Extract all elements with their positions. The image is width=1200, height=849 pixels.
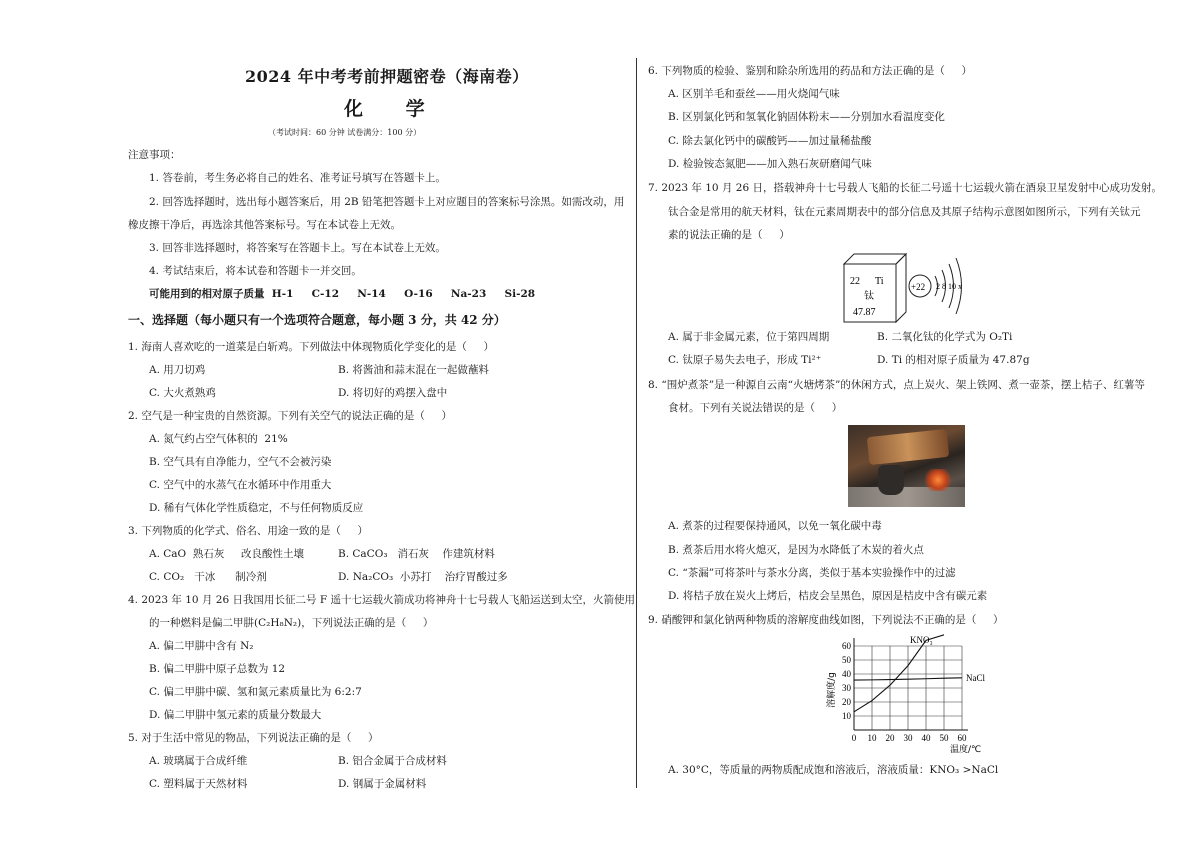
q6-option-a: A. 区别羊毛和蚕丝——用火烧闻气味 xyxy=(668,88,840,100)
q8-option-b: B. 煮茶后用水将火熄灭，是因为水降低了木炭的着火点 xyxy=(668,544,924,556)
cell-atomic-number: 22 xyxy=(850,276,860,287)
q6-stem: 6. 下列物质的检验、鉴别和除杂所选用的药品和方法正确的是（ ） xyxy=(648,65,973,77)
y-tick-label: 50 xyxy=(842,655,851,665)
q3-option-a: A. CaO 熟石灰 改良酸性土壤 xyxy=(149,548,305,560)
q4-stem-line1: 4. 2023 年 10 月 26 日我国用长征二号 F 遥十七运载火箭成功将神舟十七号载人飞船运送到太空，火箭使用 xyxy=(128,594,635,606)
q9-option-a: A. 30°C，等质量的两物质配成饱和溶液后，溶液质量：KNO₃ >NaCl xyxy=(668,764,999,776)
q1-option-c: C. 大火煮熟鸡 xyxy=(149,387,216,399)
q5-option-d: D. 钢属于金属材料 xyxy=(338,778,427,790)
x-axis-label: 温度/℃ xyxy=(950,745,982,755)
y-tick-label: 60 xyxy=(842,641,851,651)
y-tick-label: 20 xyxy=(842,697,851,707)
q3-option-d: D. Na₂CO₃ 小苏打 治疗胃酸过多 xyxy=(338,571,508,583)
q8-stem-line1: 8. “围炉煮茶”是一种源自云南“火塘烤茶”的休闲方式，点上炭火、架上铁网、煮一壶茶，摆上桔子、红薯等 xyxy=(648,379,1145,391)
q1-stem: 1. 海南人喜欢吃的一道菜是白斩鸡。下列做法中体现物质化学变化的是（ ） xyxy=(128,341,495,353)
periodic-cell xyxy=(844,254,906,322)
q7-stem-line1: 7. 2023 年 10 月 26 日，搭载神舟十七号载人飞船的长征二号遥十七运载火箭在酒泉卫星发射中心成功发射。 xyxy=(648,182,1162,194)
column-divider xyxy=(636,58,637,788)
exam-info: （考试时间：60 分钟 试卷满分：100 分） xyxy=(268,128,422,137)
atomic-mass-line: 可能用到的相对原子质量 H-1 C-12 N-14 O-16 Na-23 Si-28 xyxy=(149,288,536,300)
y-tick-label: 30 xyxy=(842,683,851,693)
note-3: 3. 回答非选择题时，将答案写在答题卡上。写在本试卷上无效。 xyxy=(149,242,446,254)
x-tick-label: 40 xyxy=(921,733,931,743)
q6-option-b: B. 区别氯化钙和氢氧化钠固体粉末——分别加水看温度变化 xyxy=(668,111,945,123)
note-2a: 2. 回答选择题时，选出每小题答案后，用 2B 铅笔把答题卡上对应题目的答案标号涂黑。如需改动，用 xyxy=(149,196,625,208)
section-1-heading: 一、选择题（每小题只有一个选项符合题意，每小题 3 分，共 42 分） xyxy=(128,313,506,327)
series-label-kno3: KNO₃ xyxy=(910,635,933,645)
notes-heading: 注意事项： xyxy=(128,149,181,161)
q3-stem: 3. 下列物质的化学式、俗名、用途一致的是（ ） xyxy=(128,525,369,537)
q2-stem: 2. 空气是一种宝贵的自然资源。下列有关空气的说法正确的是（ ） xyxy=(128,410,453,422)
q7-option-d: D. Ti 的相对原子质量为 47.87g xyxy=(877,354,1030,366)
x-tick-label: 30 xyxy=(903,733,913,743)
titanium-figure xyxy=(842,250,972,325)
cell-mass: 47.87 xyxy=(853,307,876,318)
subject-title: 化 学 xyxy=(344,98,443,120)
nucleus-charge: +22 xyxy=(911,282,926,292)
x-tick-label: 20 xyxy=(885,733,895,743)
q4-option-d: D. 偏二甲肼中氢元素的质量分数最大 xyxy=(149,709,322,721)
q4-option-c: C. 偏二甲肼中碳、氢和氮元素质量比为 6:2:7 xyxy=(149,686,362,698)
q5-stem: 5. 对于生活中常见的物品，下列说法正确的是（ ） xyxy=(128,732,379,744)
solubility-chart xyxy=(818,630,998,755)
q5-option-a: A. 玻璃属于合成纤维 xyxy=(149,755,248,767)
q4-option-b: B. 偏二甲肼中原子总数为 12 xyxy=(149,663,286,675)
q2-option-b: B. 空气具有自净能力，空气不会被污染 xyxy=(149,456,332,468)
cell-name: 钛 xyxy=(864,291,874,302)
q2-option-c: C. 空气中的水蒸气在水循环中作用重大 xyxy=(149,479,332,491)
q7-option-a: A. 属于非金属元素，位于第四周期 xyxy=(668,331,830,343)
q2-option-d: D. 稀有气体化学性质稳定，不与任何物质反应 xyxy=(149,502,364,514)
series-label-nacl: NaCl xyxy=(966,672,985,683)
q8-option-a: A. 煮茶的过程要保持通风，以免一氧化碳中毒 xyxy=(668,520,882,532)
q6-option-d: D. 检验铵态氮肥——加入熟石灰研磨闻气味 xyxy=(668,158,872,170)
electron-shells: 2 8 10 x xyxy=(936,282,962,291)
q7-option-c: C. 钛原子易失去电子，形成 Ti²⁺ xyxy=(668,354,822,366)
x-tick-label: 0 xyxy=(851,733,857,743)
q8-stem-line2: 食材。下列有关说法错误的是（ ） xyxy=(668,402,843,414)
exam-title: 2024 年中考考前押题密卷（海南卷） xyxy=(245,67,529,86)
note-4: 4. 考试结束后，将本试卷和答题卡一并交回。 xyxy=(149,265,362,277)
q3-option-c: C. CO₂ 干冰 制冷剂 xyxy=(149,571,267,583)
q6-option-c: C. 除去氯化钙中的碳酸钙——加过量稀盐酸 xyxy=(668,135,872,147)
q7-stem-line2: 钛合金是常用的航天材料，钛在元素周期表中的部分信息及其原子结构示意图如图所示，下列有关钛元 xyxy=(668,206,1141,218)
q1-option-d: D. 将切好的鸡摆入盘中 xyxy=(338,387,448,399)
q7-stem-line3: 素的说法正确的是（ ） xyxy=(668,229,790,241)
q7-option-b: B. 二氧化钛的化学式为 O₂Ti xyxy=(877,331,1013,343)
q9-stem: 9. 硝酸钾和氯化钠两种物质的溶解度曲线如图，下列说法不正确的是（ ） xyxy=(648,614,1004,626)
q2-option-a: A. 氮气约占空气体积的 21% xyxy=(149,433,288,445)
y-tick-label: 40 xyxy=(842,669,851,679)
q1-option-a: A. 用刀切鸡 xyxy=(149,364,206,376)
q3-option-b: B. CaCO₃ 消石灰 作建筑材料 xyxy=(338,548,495,560)
note-1: 1. 答卷前，考生务必将自己的姓名、准考证号填写在答题卡上。 xyxy=(149,172,446,184)
tea-brewing-photo xyxy=(848,425,965,507)
x-tick-label: 60 xyxy=(957,733,967,743)
x-tick-label: 50 xyxy=(939,733,949,743)
q8-option-d: D. 将桔子放在炭火上烤后，桔皮会呈黑色，原因是桔皮中含有碳元素 xyxy=(668,590,988,602)
q4-option-a: A. 偏二甲肼中含有 N₂ xyxy=(149,640,254,652)
y-axis-label: 溶解度/g xyxy=(827,672,837,708)
atom-structure xyxy=(909,258,962,314)
x-tick-label: 10 xyxy=(867,733,877,743)
note-2b: 橡皮擦干净后，再选涂其他答案标号。写在本试卷上无效。 xyxy=(128,219,401,231)
q5-option-b: B. 铝合金属于合成材料 xyxy=(338,755,447,767)
q1-option-b: B. 将酱油和蒜末混在一起做蘸料 xyxy=(338,364,489,376)
y-tick-label: 10 xyxy=(842,711,851,721)
q5-option-c: C. 塑料属于天然材料 xyxy=(149,778,248,790)
series-line-kno3 xyxy=(854,635,944,712)
cell-symbol: Ti xyxy=(875,276,884,287)
q8-option-c: C. “茶漏”可将茶叶与茶水分离，类似于基本实验操作中的过滤 xyxy=(668,567,956,579)
q4-stem-line2: 的一种燃料是偏二甲肼(C₂H₈N₂)，下列说法正确的是（ ） xyxy=(149,617,434,629)
